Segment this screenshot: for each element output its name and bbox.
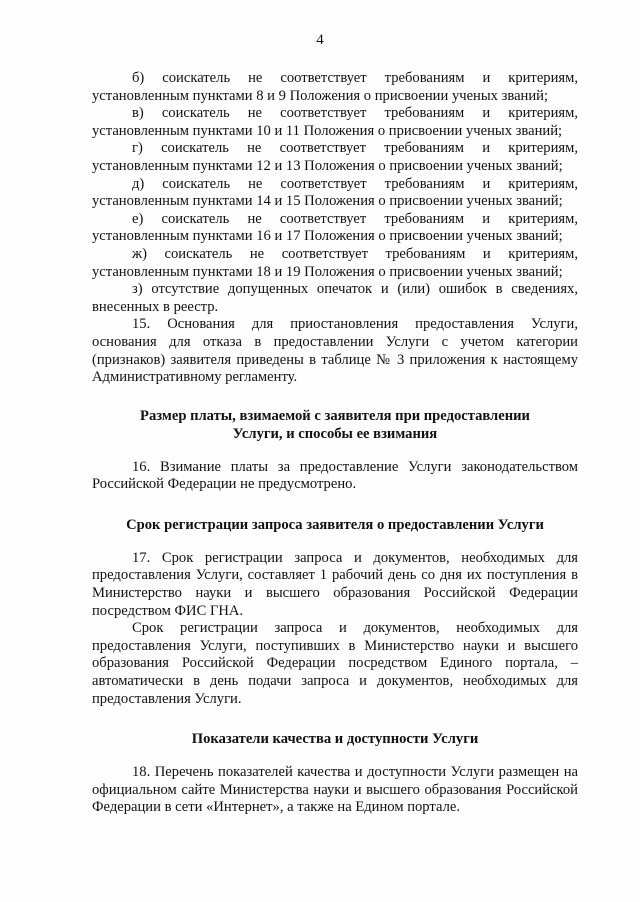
list-item-e: е) соискатель не соответствует требованиям и критериям, установленным пунктами 16 и 17 Положения о присвоении ученых званий; <box>92 210 578 245</box>
section-heading-quality: Показатели качества и доступности Услуги <box>191 731 479 748</box>
list-item-zh: ж) соискатель не соответствует требованиям и критериям, установленным пунктами 18 и 19 Положения о присвоении ученых званий; <box>92 245 578 280</box>
paragraph-18: 18. Перечень показателей качества и доступности Услуги размещен на официальном сайте Министерства науки и высшего образования Российской Федерации в сети «Интернет», а также на Едином портале. <box>92 764 578 816</box>
document-body <box>92 70 578 817</box>
section-heading-fee-line2: Услуги, и способы ее взимания <box>232 425 438 442</box>
section-heading-fee-line1: Размер платы, взимаемой с заявителя при предоставлении <box>140 407 530 424</box>
page-number: 4 <box>316 32 324 48</box>
paragraph-15: 15. Основания для приостановления предоставления Услуги, основания для отказа в предоставлении Услуги с учетом категории (признаков) заявителя приведены в таблице № 3 приложения к настоящему Административному регламенту. <box>92 316 578 386</box>
list-item-g: г) соискатель не соответствует требованиям и критериям, установленным пунктами 12 и 13 Положения о присвоении ученых званий; <box>92 140 578 174</box>
list-item-d: д) соискатель не соответствует требованиям и критериям, установленным пунктами 14 и 15 Положения о присвоении ученых званий; <box>92 175 578 210</box>
section-heading-registration: Срок регистрации запроса заявителя о предоставлении Услуги <box>126 516 544 533</box>
paragraph-16: 16. Взимание платы за предоставление Услуги законодательством Российской Федерации не предусмотрено. <box>92 458 578 493</box>
list-item-z: з) отсутствие допущенных опечаток и (или) ошибок в сведениях, внесенных в реестр. <box>92 281 578 315</box>
paragraph-17: 17. Срок регистрации запроса и документов, необходимых для предоставления Услуги, составляет 1 рабочий день со дня их поступления в Министерство науки и высшего образования Российской Федерации посредством ФИС ГНА. <box>92 549 578 619</box>
list-item-v: в) соискатель не соответствует требованиям и критериям, установленным пунктами 10 и 11 Положения о присвоении ученых званий; <box>92 105 578 139</box>
list-item-b: б) соискатель не соответствует требованиям и критериям, установленным пунктами 8 и 9 Положения о присвоении ученых званий; <box>92 70 578 104</box>
paragraph-17-continued: Срок регистрации запроса и документов, необходимых для предоставления Услуги, поступивших в Министерство науки и высшего образования Российской Федерации посредством Единого портала, – автоматически в день подачи запроса и документов, необходимых для предоставления Услуги. <box>92 620 578 707</box>
